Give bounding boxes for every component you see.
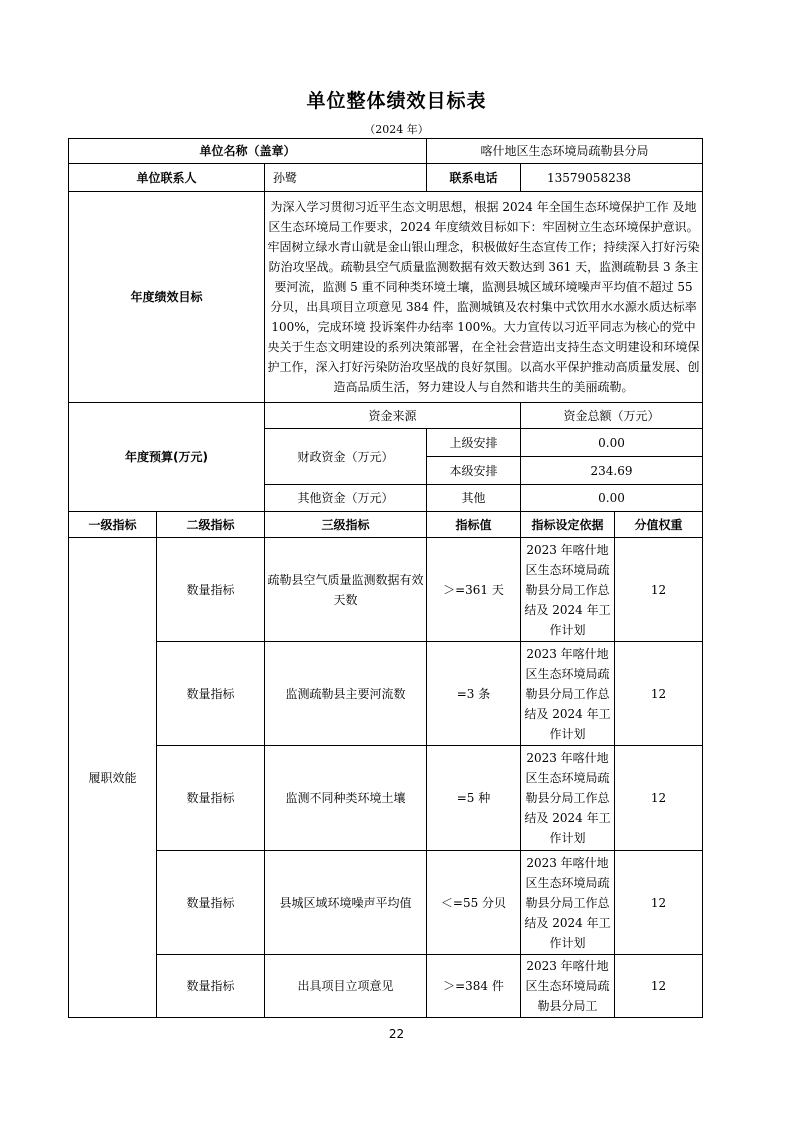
basis-cell: 2023 年喀什地区生态环境局疏勒县分局工作总结及 2024 年工作计划	[521, 642, 615, 746]
fund-source-header: 资金来源	[265, 403, 521, 429]
value-cell: ＞=384 件	[427, 955, 521, 1018]
header-level3: 三级指标	[265, 512, 427, 538]
goal-row	[69, 192, 703, 403]
value-cell: =5 种	[427, 746, 521, 851]
value-cell: =3 条	[427, 642, 521, 746]
other-fund-value: 0.00	[521, 485, 703, 512]
level3-cell: 疏勒县空气质量监测数据有效天数	[265, 538, 427, 642]
phone-label: 联系电话	[427, 164, 521, 192]
page-number: 22	[388, 1027, 405, 1041]
year-label: （2024 年）	[364, 123, 429, 136]
level2-cell: 数量指标	[157, 538, 265, 642]
table-row	[69, 538, 703, 642]
header-weight: 分值权重	[615, 512, 703, 538]
basis-cell: 2023 年喀什地区生态环境局疏勒县分局工作总结及 2024 年工作计划	[521, 746, 615, 851]
weight-cell: 12	[615, 746, 703, 851]
weight-cell: 12	[615, 851, 703, 955]
value-cell: ＞=361 天	[427, 538, 521, 642]
header-level2: 二级指标	[157, 512, 265, 538]
level1-cell: 履职效能	[69, 538, 157, 1018]
table-row	[69, 642, 703, 746]
table-row	[69, 746, 703, 851]
header-value: 指标值	[427, 512, 521, 538]
upper-allocation-value: 0.00	[521, 429, 703, 457]
header-level1: 一级指标	[69, 512, 157, 538]
weight-cell: 12	[615, 538, 703, 642]
other-sub-label: 其他	[427, 485, 521, 512]
table-row	[69, 955, 703, 1018]
local-allocation-label: 本级安排	[427, 457, 521, 485]
contact-label: 单位联系人	[69, 164, 265, 192]
unit-name-value: 喀什地区生态环境局疏勒县分局	[427, 139, 703, 164]
upper-allocation-label: 上级安排	[427, 429, 521, 457]
fund-total-header: 资金总额（万元）	[521, 403, 703, 429]
goal-label: 年度绩效目标	[69, 192, 265, 403]
level2-cell: 数量指标	[157, 746, 265, 851]
budget-label: 年度预算(万元)	[69, 403, 265, 512]
unit-name-row	[69, 139, 703, 164]
weight-cell: 12	[615, 955, 703, 1018]
level2-cell: 数量指标	[157, 642, 265, 746]
contact-value: 孙鹭	[265, 164, 427, 192]
level3-cell: 监测不同种类环境土壤	[265, 746, 427, 851]
page-title: 单位整体绩效目标表	[306, 90, 487, 112]
phone-value: 13579058238	[521, 164, 703, 192]
indicator-header-row	[69, 512, 703, 538]
value-cell: ＜=55 分贝	[427, 851, 521, 955]
table-row	[69, 851, 703, 955]
basis-cell: 2023 年喀什地区生态环境局疏勒县分局工	[521, 955, 615, 1018]
budget-header-row	[69, 403, 703, 429]
level2-cell: 数量指标	[157, 851, 265, 955]
header-basis: 指标设定依据	[521, 512, 615, 538]
basis-cell: 2023 年喀什地区生态环境局疏勒县分局工作总结及 2024 年工作计划	[521, 851, 615, 955]
unit-name-label: 单位名称（盖章）	[69, 139, 427, 164]
level2-cell: 数量指标	[157, 955, 265, 1018]
performance-table	[68, 138, 703, 1018]
local-allocation-value: 234.69	[521, 457, 703, 485]
contact-row	[69, 164, 703, 192]
weight-cell: 12	[615, 642, 703, 746]
basis-cell: 2023 年喀什地区生态环境局疏勒县分局工作总结及 2024 年工作计划	[521, 538, 615, 642]
level3-cell: 监测疏勒县主要河流数	[265, 642, 427, 746]
level3-cell: 出具项目立项意见	[265, 955, 427, 1018]
fiscal-fund-label: 财政资金（万元）	[265, 429, 427, 485]
goal-text: 为深入学习贯彻习近平生态文明思想，根据 2024 年全国生态环境保护工作 及地区生态环境局工作要求，2024 年度绩效目标如下：牢固树立生态环境保护意识。牢固树立绿水青山就是金山银山理念，积极做好生态宣传工作；持续深入打好污染防治攻坚战。疏勒县空气质量监测数据有效天数达到 361 天，监测疏勒县 3 条主要河流，监测 5 重不同种类环境土壤，监测县城区域环境噪声平均值不超过 55 分贝，出具项目立项意见 384 件，监测城镇及农村集中式饮用水水源水质达标率 100%，完成环境 投诉案件办结率 100%。大力宣传以习近平同志为核心的党中央关于生态文明建设的系列决策部署，在全社会营造出支持生态文明建设和环境保护工作，深入打好污染防治攻坚战的良好氛围。以高水平保护推动高质量发展、创造高品质生活，努力建设人与自然和谐共生的美丽疏勒。	[265, 192, 703, 403]
level3-cell: 县城区域环境噪声平均值	[265, 851, 427, 955]
other-fund-label: 其他资金（万元）	[265, 485, 427, 512]
